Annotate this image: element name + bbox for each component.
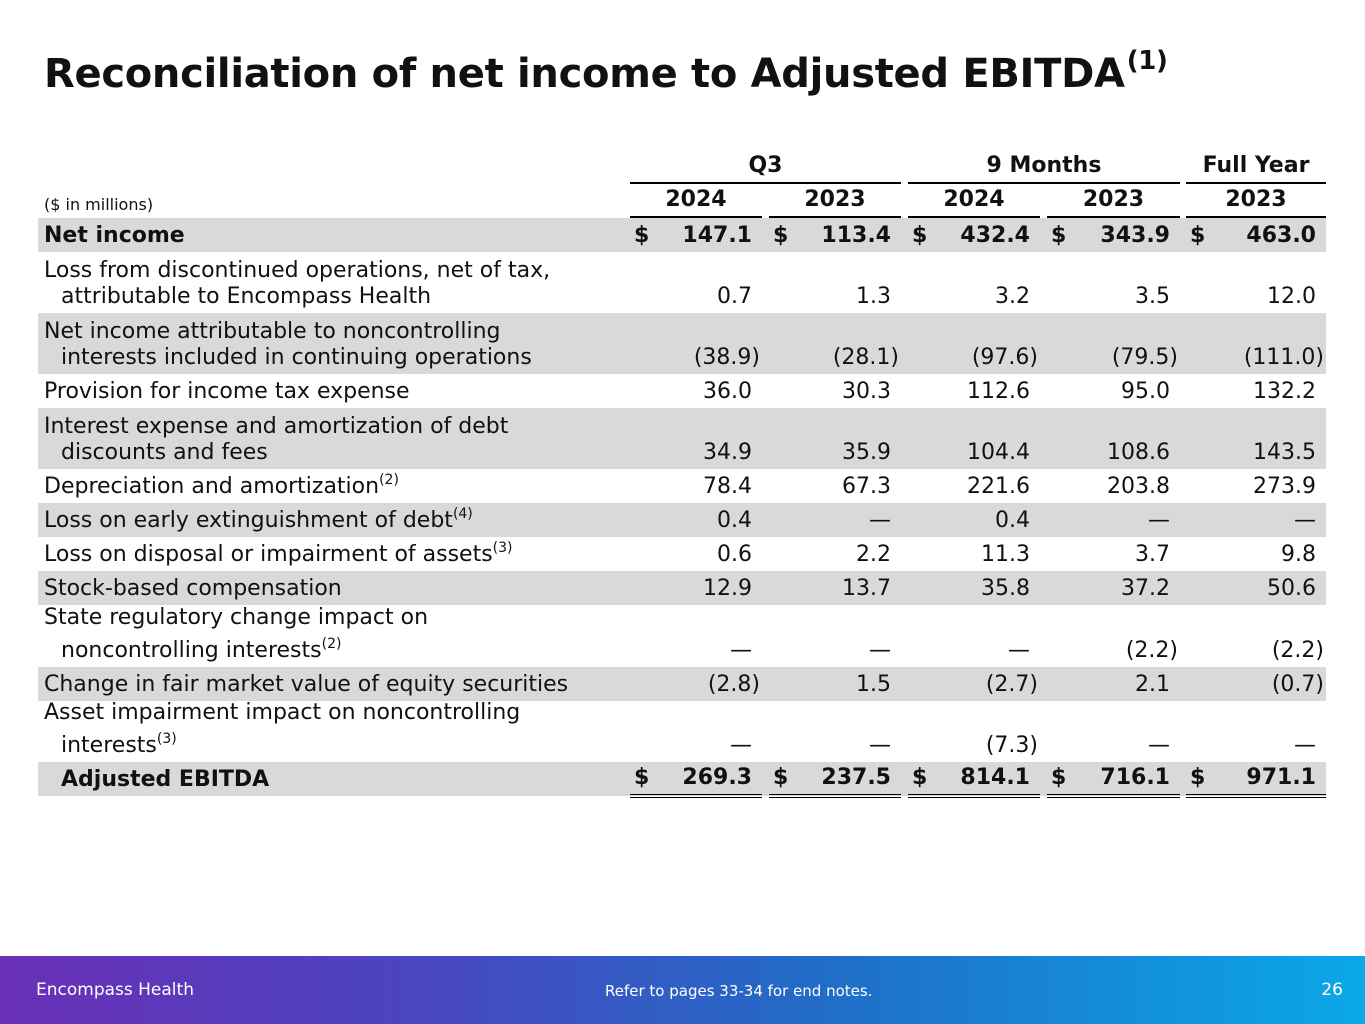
cell-q3-2023	[769, 765, 901, 798]
cell-q3-2024	[630, 542, 762, 568]
cell-value: (0.7)	[1271, 672, 1324, 697]
title-text: Reconciliation of net income to Adjusted EBITDA	[44, 51, 1125, 97]
year-header-q3-2023: 2023	[769, 186, 901, 218]
currency-symbol: $	[773, 223, 789, 248]
cell-9m-2023	[1047, 638, 1180, 664]
cell-9m-2023	[1047, 284, 1180, 310]
row-label-line1: Loss on disposal or impairment of assets	[44, 542, 493, 567]
table-row	[38, 503, 1326, 537]
cell-9m-2023	[1047, 223, 1180, 249]
table-row	[38, 762, 1326, 796]
cell-fy-2023	[1186, 508, 1326, 534]
cell-9m-2024	[908, 223, 1040, 249]
cell-fy-2023	[1186, 542, 1326, 568]
cell-value: 36.0	[703, 379, 752, 404]
row-label	[44, 672, 568, 698]
cell-value: 35.8	[981, 576, 1030, 601]
cell-value: 3.5	[1135, 284, 1170, 309]
cell-value: —	[1294, 508, 1316, 533]
title-footnote: (1)	[1126, 46, 1168, 76]
cell-9m-2023	[1047, 542, 1180, 568]
cell-q3-2024	[630, 765, 762, 798]
row-footnote: (2)	[321, 636, 342, 652]
table-row	[38, 605, 1326, 667]
row-footnote: (4)	[452, 506, 473, 522]
cell-9m-2024	[908, 345, 1040, 371]
cell-value: —	[1148, 733, 1170, 758]
table-row	[38, 667, 1326, 701]
row-label	[44, 605, 428, 664]
cell-value: (28.1)	[832, 345, 899, 370]
cell-value: (2.8)	[707, 672, 760, 697]
table-row	[38, 374, 1326, 408]
cell-q3-2023	[769, 733, 901, 759]
cell-value: —	[1294, 733, 1316, 758]
cell-9m-2023	[1047, 474, 1180, 500]
units-label: ($ in millions)	[44, 195, 154, 214]
currency-symbol: $	[634, 765, 650, 790]
cell-fy-2023	[1186, 345, 1326, 371]
cell-9m-2024	[908, 638, 1040, 664]
row-label	[44, 576, 342, 602]
currency-symbol: $	[634, 223, 650, 248]
cell-9m-2024	[908, 576, 1040, 602]
cell-value: 237.5	[821, 765, 891, 790]
currency-symbol: $	[912, 223, 928, 248]
cell-value: 50.6	[1267, 576, 1316, 601]
cell-fy-2023	[1186, 440, 1326, 466]
cell-q3-2024	[630, 379, 762, 405]
year-header-q3-2024: 2024	[630, 186, 762, 218]
cell-fy-2023	[1186, 223, 1326, 249]
footer-note: Refer to pages 33-34 for end notes.	[605, 982, 873, 1000]
currency-symbol: $	[1190, 223, 1206, 248]
row-label-line1: Loss on early extinguishment of debt	[44, 508, 453, 533]
cell-value: 11.3	[981, 542, 1030, 567]
cell-value: 2.1	[1135, 672, 1170, 697]
table-row	[38, 537, 1326, 571]
cell-q3-2023	[769, 542, 901, 568]
cell-9m-2023	[1047, 345, 1180, 371]
row-footnote: (3)	[156, 731, 177, 747]
cell-value: —	[869, 508, 891, 533]
header-full-year: Full Year	[1186, 152, 1326, 184]
row-label	[44, 467, 399, 500]
cell-value: 432.4	[960, 223, 1030, 248]
cell-value: 716.1	[1100, 765, 1170, 790]
cell-q3-2024	[630, 284, 762, 310]
cell-value: 104.4	[967, 440, 1030, 465]
cell-value: —	[869, 733, 891, 758]
cell-9m-2024	[908, 379, 1040, 405]
cell-value: 1.5	[856, 672, 891, 697]
cell-value: 269.3	[682, 765, 752, 790]
cell-q3-2024	[630, 576, 762, 602]
cell-q3-2024	[630, 508, 762, 534]
cell-q3-2023	[769, 474, 901, 500]
cell-value: 343.9	[1100, 223, 1170, 248]
cell-q3-2023	[769, 284, 901, 310]
row-label	[44, 535, 513, 568]
cell-9m-2023	[1047, 765, 1180, 798]
row-label-line1: Net income attributable to noncontrolling	[44, 319, 501, 344]
row-label	[61, 767, 269, 793]
cell-fy-2023	[1186, 379, 1326, 405]
cell-q3-2023	[769, 672, 901, 698]
cell-value: 273.9	[1253, 474, 1316, 499]
table-row	[38, 218, 1326, 252]
cell-value: 203.8	[1107, 474, 1170, 499]
row-label-line2	[44, 631, 428, 664]
header-q3: Q3	[630, 152, 901, 184]
cell-9m-2024	[908, 284, 1040, 310]
cell-9m-2023	[1047, 733, 1180, 759]
cell-value: 132.2	[1253, 379, 1316, 404]
table-row	[38, 313, 1326, 374]
row-label-line2	[44, 284, 550, 310]
row-label-line1: Interest expense and amortization of debt	[44, 414, 509, 439]
cell-q3-2023	[769, 345, 901, 371]
row-label-line2	[44, 345, 532, 371]
table-row	[38, 701, 1326, 762]
footer-brand: Encompass Health	[36, 980, 194, 1000]
cell-value: 13.7	[842, 576, 891, 601]
row-label-line1: State regulatory change impact on	[44, 605, 429, 630]
year-header-fy-2023: 2023	[1186, 186, 1326, 218]
row-label	[44, 414, 508, 466]
cell-9m-2024	[908, 542, 1040, 568]
cell-value: 0.4	[717, 508, 752, 533]
cell-9m-2024	[908, 440, 1040, 466]
currency-symbol: $	[912, 765, 928, 790]
row-label-line2-text: noncontrolling interests	[61, 638, 322, 663]
cell-value: 78.4	[703, 474, 752, 499]
cell-q3-2024	[630, 223, 762, 249]
row-label-line2	[44, 440, 508, 466]
cell-9m-2023	[1047, 440, 1180, 466]
cell-value: 3.7	[1135, 542, 1170, 567]
cell-value: 34.9	[703, 440, 752, 465]
table-row	[38, 408, 1326, 469]
cell-value: 814.1	[960, 765, 1030, 790]
row-label-line1: Net income	[44, 223, 185, 248]
currency-symbol: $	[1051, 223, 1067, 248]
cell-value: 30.3	[842, 379, 891, 404]
cell-value: 113.4	[821, 223, 891, 248]
cell-value: 12.9	[703, 576, 752, 601]
cell-value: (111.0)	[1243, 345, 1324, 370]
row-label-line2-text: attributable to Encompass Health	[61, 284, 432, 309]
year-header-9m-2023: 2023	[1047, 186, 1180, 218]
page-number: 26	[1321, 980, 1343, 1000]
row-label-line1: Provision for income tax expense	[44, 379, 410, 404]
cell-value: 12.0	[1267, 284, 1316, 309]
row-label-line1: Depreciation and amortization	[44, 474, 380, 499]
currency-symbol: $	[1051, 765, 1067, 790]
row-label-line1: Change in fair market value of equity securities	[44, 672, 569, 697]
cell-value: —	[869, 638, 891, 663]
cell-value: —	[1008, 638, 1030, 663]
cell-fy-2023	[1186, 474, 1326, 500]
cell-fy-2023	[1186, 284, 1326, 310]
cell-value: 37.2	[1121, 576, 1170, 601]
row-footnote: (3)	[492, 540, 513, 556]
cell-q3-2023	[769, 508, 901, 534]
row-label-line2-text: interests included in continuing operations	[61, 345, 532, 370]
row-label	[44, 223, 185, 249]
cell-fy-2023	[1186, 638, 1326, 664]
cell-value: 1.3	[856, 284, 891, 309]
cell-9m-2023	[1047, 576, 1180, 602]
cell-9m-2024	[908, 765, 1040, 798]
cell-q3-2023	[769, 440, 901, 466]
cell-fy-2023	[1186, 576, 1326, 602]
header-9-months: 9 Months	[908, 152, 1180, 184]
cell-value: (7.3)	[985, 733, 1038, 758]
cell-q3-2024	[630, 733, 762, 759]
cell-9m-2023	[1047, 672, 1180, 698]
cell-value: 3.2	[995, 284, 1030, 309]
cell-q3-2023	[769, 576, 901, 602]
cell-value: —	[730, 733, 752, 758]
cell-value: 143.5	[1253, 440, 1316, 465]
row-footnote: (2)	[379, 472, 399, 488]
cell-q3-2023	[769, 379, 901, 405]
cell-value: (79.5)	[1111, 345, 1178, 370]
cell-q3-2024	[630, 345, 762, 371]
cell-9m-2023	[1047, 508, 1180, 534]
cell-9m-2024	[908, 672, 1040, 698]
cell-value: 2.2	[856, 542, 891, 567]
cell-value: 463.0	[1246, 223, 1316, 248]
cell-value: 108.6	[1107, 440, 1170, 465]
footer-bar	[0, 956, 1365, 1024]
row-label-line2	[44, 726, 520, 759]
currency-symbol: $	[773, 765, 789, 790]
cell-value: 9.8	[1281, 542, 1316, 567]
cell-value: (2.2)	[1125, 638, 1178, 663]
year-header-9m-2024: 2024	[908, 186, 1040, 218]
cell-fy-2023	[1186, 672, 1326, 698]
table-row	[38, 571, 1326, 605]
cell-value: 35.9	[842, 440, 891, 465]
cell-q3-2023	[769, 223, 901, 249]
cell-q3-2024	[630, 672, 762, 698]
cell-value: —	[1148, 508, 1170, 533]
row-label	[44, 700, 520, 759]
row-label-line1: Stock-based compensation	[44, 576, 342, 601]
page-title	[44, 46, 1168, 97]
cell-value: 971.1	[1246, 765, 1316, 790]
cell-9m-2024	[908, 474, 1040, 500]
currency-symbol: $	[1190, 765, 1206, 790]
cell-q3-2024	[630, 638, 762, 664]
cell-q3-2023	[769, 638, 901, 664]
table-row	[38, 469, 1326, 503]
row-label	[44, 319, 532, 371]
cell-9m-2024	[908, 733, 1040, 759]
cell-value: 0.7	[717, 284, 752, 309]
row-label	[44, 501, 473, 534]
cell-fy-2023	[1186, 733, 1326, 759]
cell-value: 0.4	[995, 508, 1030, 533]
row-label-line2-text: discounts and fees	[61, 440, 268, 465]
cell-value: (38.9)	[693, 345, 760, 370]
cell-q3-2024	[630, 474, 762, 500]
cell-value: (2.7)	[985, 672, 1038, 697]
cell-value: 112.6	[967, 379, 1030, 404]
cell-9m-2024	[908, 508, 1040, 534]
cell-value: 147.1	[682, 223, 752, 248]
cell-9m-2023	[1047, 379, 1180, 405]
row-label-line1: Loss from discontinued operations, net of tax,	[44, 258, 551, 283]
row-label	[44, 258, 550, 310]
cell-value: 95.0	[1121, 379, 1170, 404]
cell-value: 0.6	[717, 542, 752, 567]
cell-q3-2024	[630, 440, 762, 466]
cell-value: 67.3	[842, 474, 891, 499]
table-row	[38, 252, 1326, 313]
cell-value: 221.6	[967, 474, 1030, 499]
cell-value: (97.6)	[971, 345, 1038, 370]
cell-value: (2.2)	[1271, 638, 1324, 663]
cell-fy-2023	[1186, 765, 1326, 798]
cell-value: —	[730, 638, 752, 663]
row-label-line1: Asset impairment impact on noncontrolling	[44, 700, 521, 725]
row-label-line2-text: interests	[61, 733, 157, 758]
row-label	[44, 379, 410, 405]
row-label-line1: Adjusted EBITDA	[61, 767, 270, 792]
